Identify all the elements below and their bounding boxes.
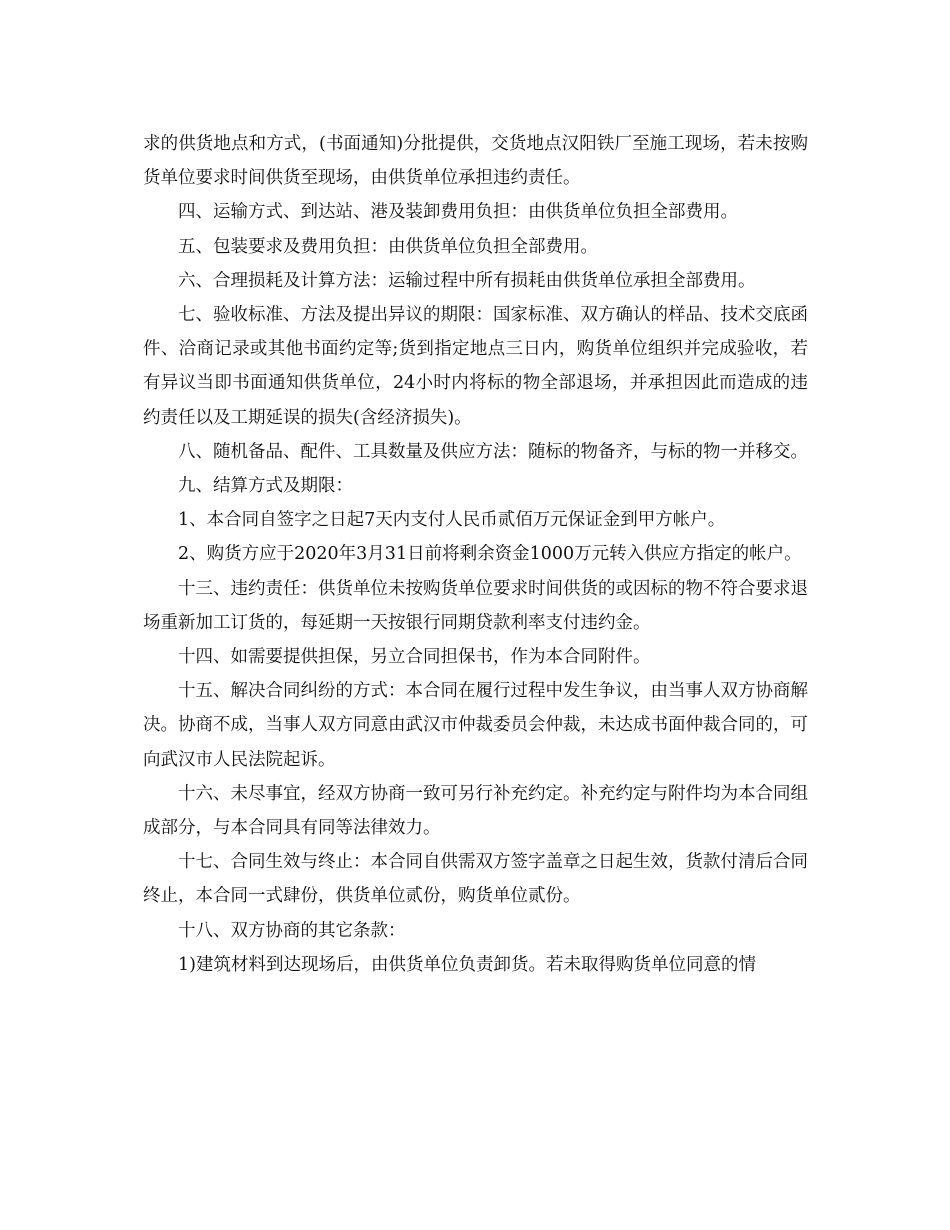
document-body [143, 127, 808, 982]
paragraph-dispute: 十五、解决合同纠纷的方式：本合同在履行过程中发生争议，由当事人双方协商解决。协商不成，当事人双方同意由武汉市仲裁委员会仲裁，未达成书面仲裁合同的，可向武汉市人民法院起诉。 [143, 681, 808, 770]
paragraph-settlement-item-2: 2、购货方应于2020年3月31日前将剩余资金1000万元转入供应方指定的帐户。 [178, 544, 802, 565]
paragraph-packaging: 五、包装要求及费用负担：由供货单位负担全部费用。 [178, 236, 598, 257]
paragraph-loss: 六、合理损耗及计算方法：运输过程中所有损耗由供货单位承担全部费用。 [178, 270, 756, 291]
paragraph-other-terms-item-1: 1)建筑材料到达现场后，由供货单位负责卸货。若未取得购货单位同意的情 [178, 954, 756, 975]
paragraph-settlement-item-1: 1、本合同自签字之日起7天内支付人民币贰佰万元保证金到甲方帐户。 [178, 510, 726, 531]
paragraph-supplement: 十六、未尽事宜，经双方协商一致可另行补充约定。补充约定与附件均为本合同组成部分，与本合同具有同等法律效力。 [143, 783, 808, 839]
paragraph-breach: 十三、违约责任：供货单位未按购货单位要求时间供货的或因标的物不符合要求退场重新加工订货的，每延期一天按银行同期贷款利率支付违约金。 [143, 578, 808, 633]
paragraph-supply-method-continued: 求的供货地点和方式，(书面通知)分批提供，交货地点汉阳铁厂至施工现场，若未按购货单位要求时间供货至现场，由供货单位承担违约责任。 [143, 134, 808, 189]
paragraph-other-terms-heading: 十八、双方协商的其它条款： [178, 920, 406, 941]
paragraph-accessories: 八、随机备品、配件、工具数量及供应方法：随标的物备齐，与标的物一并移交。 [178, 441, 808, 462]
paragraph-acceptance: 七、验收标准、方法及提出异议的期限：国家标准、双方确认的样品、技术交底函件、洽商记录或其他书面约定等;货到指定地点三日内，购货单位组织并完成验收，若有异议当即书面通知供货单位，24小时内将标的物全部退场，并承担因此而造成的违约责任以及工期延误的损失(含经济损失)。 [143, 305, 808, 428]
paragraph-settlement-heading: 九、结算方式及期限： [178, 476, 353, 497]
paragraph-transport: 四、运输方式、到达站、港及装卸费用负担：由供货单位负担全部费用。 [178, 202, 738, 223]
paragraph-guarantee: 十四、如需要提供担保，另立合同担保书，作为本合同附件。 [178, 647, 651, 668]
paragraph-effect: 十七、合同生效与终止：本合同自供需双方签字盖章之日起生效，货款付清后合同终止，本合同一式肆份，供货单位贰份，购货单位贰份。 [143, 852, 808, 907]
